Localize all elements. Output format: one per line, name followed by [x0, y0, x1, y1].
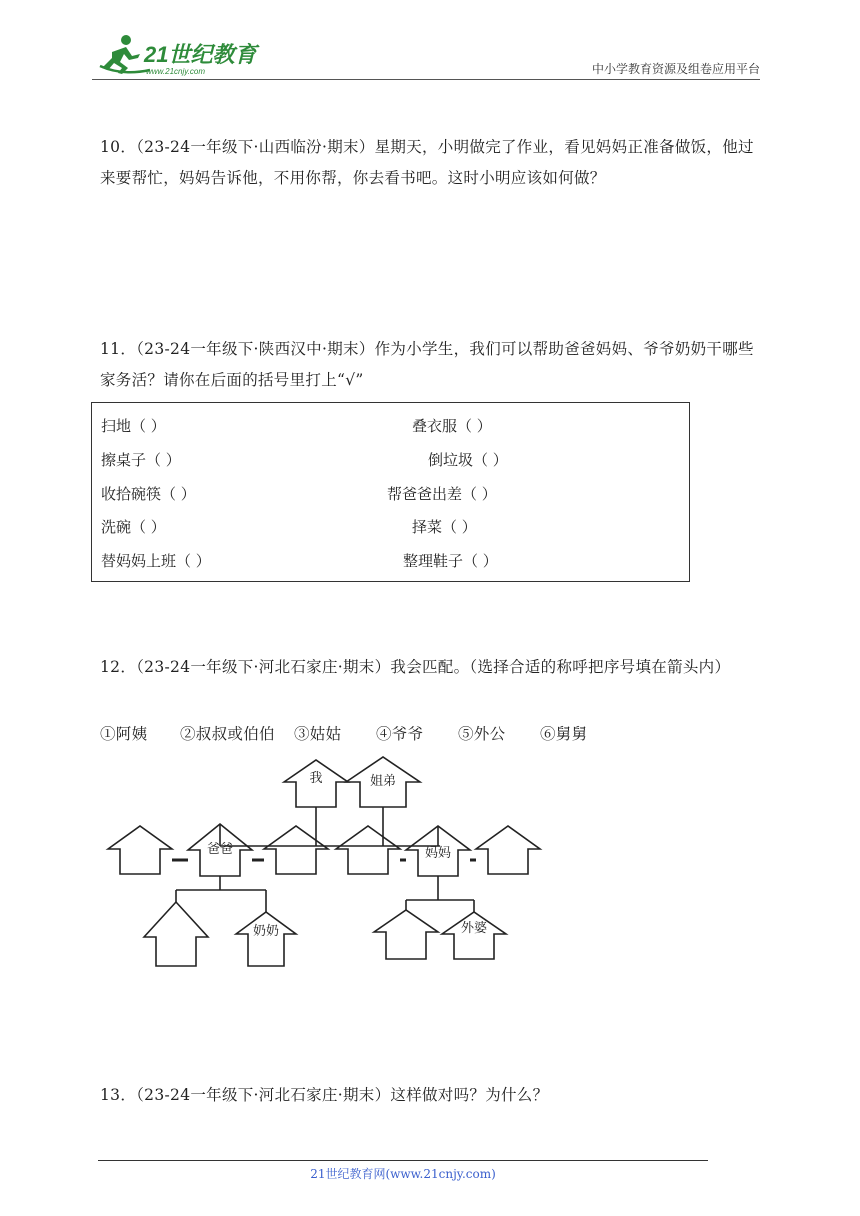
- header-divider: [92, 79, 760, 80]
- option-item: ②叔叔或伯伯: [180, 725, 275, 743]
- label-me: 我: [309, 770, 323, 785]
- chore-item[interactable]: 择菜（ ）: [412, 518, 477, 536]
- header-platform-text: 中小学教育资源及组卷应用平台: [591, 62, 760, 76]
- arrow-blank: [476, 826, 540, 874]
- option-item: ③姑姑: [294, 725, 342, 743]
- arrow-blank: [144, 902, 208, 966]
- arrow-grandma-paternal: [236, 912, 296, 966]
- chore-item[interactable]: 整理鞋子（ ）: [403, 552, 498, 570]
- chore-item[interactable]: 倒垃圾（ ）: [428, 451, 508, 469]
- question-11: 11．（23-24一年级下·陕西汉中·期末）作为小学生，我们可以帮助爸爸妈妈、爷爷奶奶干哪些家务活？请你在后面的括号里打上“√”: [100, 340, 754, 389]
- chore-item[interactable]: 收拾碗筷（ ）: [101, 485, 196, 503]
- chore-item[interactable]: 擦桌子（ ）: [101, 451, 181, 469]
- chores-table: [91, 402, 690, 582]
- question-12: 12．（23-24一年级下·河北石家庄·期末）我会匹配。（选择合适的称呼把序号填在箭头内）: [100, 658, 731, 676]
- label-sibling: 姐弟: [369, 773, 397, 788]
- arrow-blank: [264, 826, 328, 874]
- label-mom: 妈妈: [424, 845, 452, 860]
- family-tree-diagram: [100, 752, 550, 972]
- arrow-blank: [374, 910, 438, 959]
- chore-item[interactable]: 洗碗（ ）: [101, 518, 166, 536]
- label-dad: 爸爸: [206, 841, 234, 856]
- logo-text: 21世纪教育: [144, 42, 257, 67]
- chore-item[interactable]: 叠衣服（ ）: [412, 417, 492, 435]
- arrow-blank: [108, 826, 172, 874]
- option-item: ①阿姨: [100, 725, 148, 743]
- arrow-blank: [336, 826, 400, 874]
- footer-site-link[interactable]: 21世纪教育网(www.21cnjy.com): [310, 1167, 496, 1181]
- logo-url: www.21cnjy.com: [146, 67, 205, 76]
- chore-item[interactable]: 帮爸爸出差（ ）: [387, 485, 497, 503]
- question-10: 10．（23-24一年级下·山西临汾·期末）星期天，小明做完了作业，看见妈妈正准备做饭，他过来要帮忙，妈妈告诉他，不用你帮，你去看书吧。这时小明应该如何做？: [100, 138, 754, 187]
- label-grandma-maternal: 外婆: [460, 920, 488, 935]
- chore-item[interactable]: 扫地（ ）: [101, 417, 166, 435]
- option-item: ⑥舅舅: [540, 725, 588, 743]
- runner-icon: [100, 35, 150, 74]
- site-logo: [92, 30, 272, 80]
- chore-item[interactable]: 替妈妈上班（ ）: [101, 552, 211, 570]
- footer-divider: [98, 1160, 708, 1161]
- option-item: ④爷爷: [376, 725, 424, 743]
- question-13: 13．（23-24一年级下·河北石家庄·期末）这样做对吗？为什么？: [100, 1086, 549, 1104]
- option-item: ⑤外公: [458, 725, 506, 743]
- label-grandma-paternal: 奶奶: [252, 923, 280, 938]
